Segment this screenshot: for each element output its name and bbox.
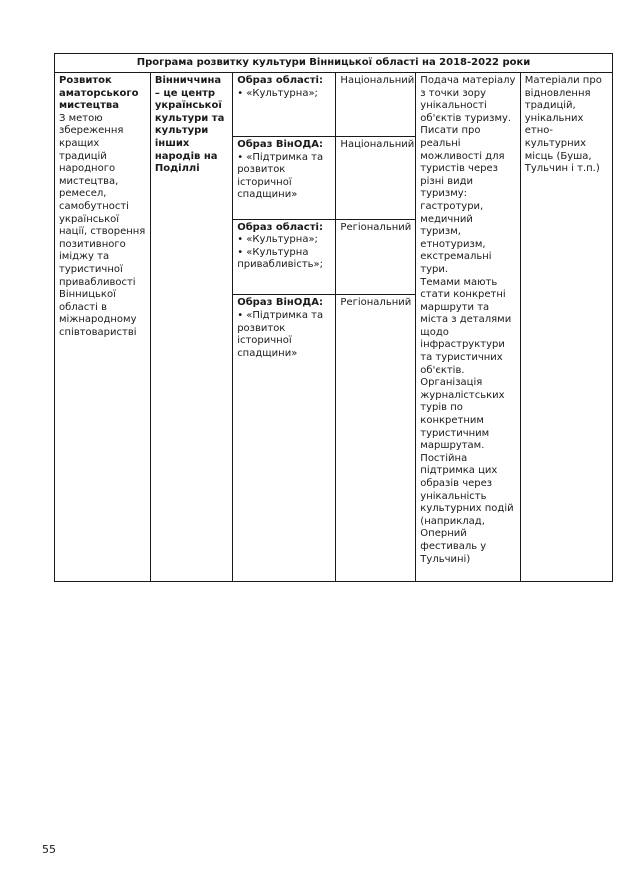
approach-p4: Організація журналістських турів по конкретним туристичним маршрутам. (420, 377, 505, 452)
image-bullet: • «Підтримка та розвиток історичної спадщини» (237, 151, 324, 201)
development-heading: Розвиток аматорського мистецтва (59, 75, 139, 112)
approach-cell (416, 73, 520, 582)
approach-p1: Подача матеріалу з точки зору унікальності об'єктів туризму. (420, 75, 516, 124)
approach-p2: Писати про реальні можливості для туристів через різні види туризму: гастротури, медичний туризм, етнотуризм, екстремальні тури. (420, 125, 505, 275)
image-bullet: • «Культурна»; (237, 234, 318, 246)
table-title: Програма розвитку культури Вінницької області на 2018-2022 роки (55, 54, 613, 73)
image-heading: Образ ВінОДА: (237, 139, 323, 151)
level-text: Національний (340, 139, 415, 151)
approach-p3: Темами мають стати конкретні маршрути та міста з деталями щодо інфраструктури та туристичних об'єктів. (420, 276, 512, 376)
materials-text: Матеріали про відновлення традицій, унікальних етно-культурних місць (Буша, Тульчин і т.п.) (524, 75, 602, 175)
level-text: Регіональний (340, 297, 412, 309)
level-text: Регіональний (340, 221, 412, 233)
level-cell (336, 73, 416, 137)
level-cell (336, 219, 416, 295)
development-cell (55, 73, 151, 582)
center-heading: Вінниччина – це центр української культури та культури інших народів на Поділлі (154, 75, 225, 175)
program-table (54, 53, 613, 582)
level-cell (336, 137, 416, 219)
level-text: Національний (340, 75, 415, 86)
page-number: 55 (42, 843, 56, 856)
level-cell (336, 295, 416, 582)
image-cell (233, 295, 336, 582)
image-heading: Образ області: (237, 221, 323, 233)
image-bullet: • «Культурна»; (237, 87, 318, 99)
development-text: З метою збереження кращих традицій народного мистецтва, ремесел, самобутності української нації, створення позитивного іміджу та туристичної привабливості Вінницької області в міжнародному співтоваристві (59, 112, 146, 338)
image-bullet: • «Культурна привабливість»; (237, 246, 324, 271)
image-heading: Образ ВінОДА: (237, 297, 323, 309)
image-cell (233, 73, 336, 137)
image-cell (233, 219, 336, 295)
image-heading: Образ області: (237, 75, 323, 86)
materials-cell (520, 73, 612, 582)
center-cell (150, 73, 232, 582)
image-cell (233, 137, 336, 219)
approach-p5: Постійна підтримка цих образів через унікальність культурних подій (наприклад, Оперний фестиваль у Тульчині) (420, 452, 514, 565)
image-bullet: • «Підтримка та розвиток історичної спадщини» (237, 310, 324, 359)
